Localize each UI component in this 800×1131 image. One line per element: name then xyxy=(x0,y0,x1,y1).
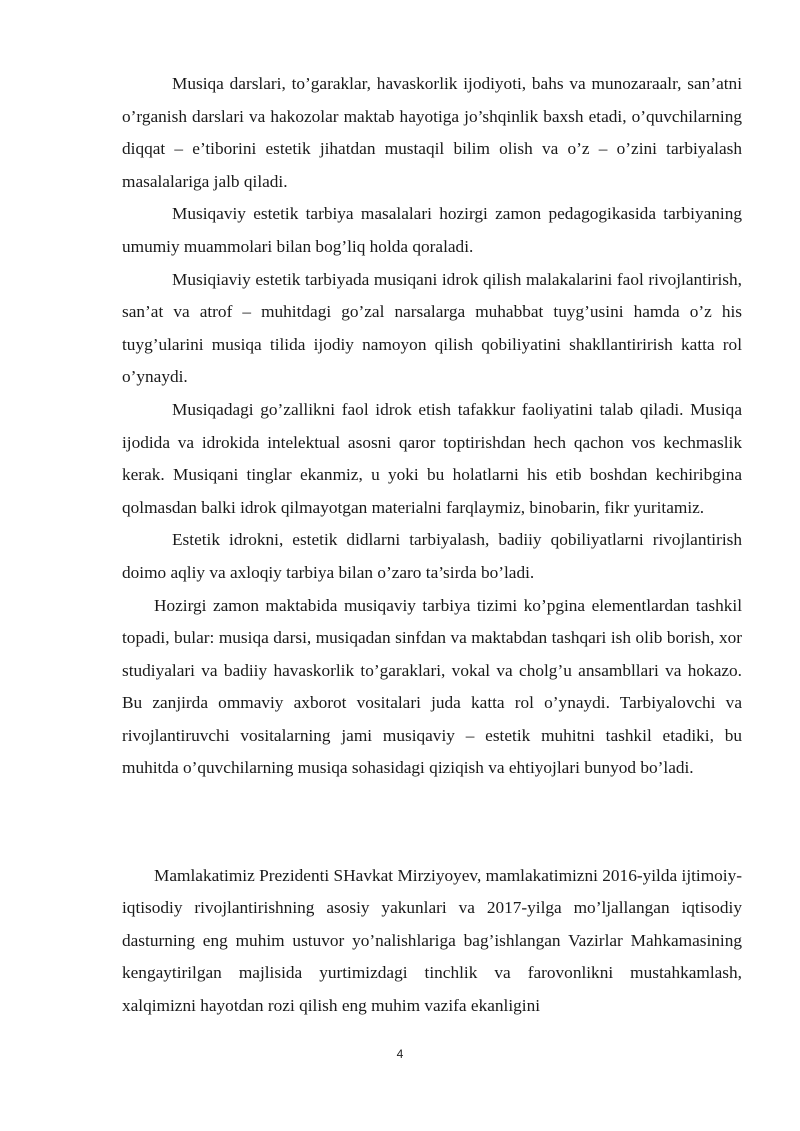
paragraph: Musiqa darslari, to’garaklar, havaskorlik ijodiyoti, bahs va munozaraalr, san’atni o’rganish darslari va hakozolar maktab hayotiga jo’shqinlik baxsh etadi, o’quvchilarning diqqat – e’tiborini estetik jihatdan mustaqil bilim olish va o’z – o’zini tarbiyalash masalalariga jalb qiladi. xyxy=(122,74,742,191)
paragraph: Musiqaviy estetik tarbiya masalalari hozirgi zamon pedagogikasida tarbiyaning umumiy muammolari bilan bog’liq holda qoraladi. xyxy=(122,204,742,256)
paragraph: Hozirgi zamon maktabida musiqaviy tarbiya tizimi ko’pgina elementlardan tashkil topadi, bular: musiqa darsi, musiqadan sinfdan va maktabdan tashqari ish olib borish, xor studiyalari va badiiy havaskorlik to’garaklari, vokal va cholg’u ansambllari va hokazo. Bu zanjirda ommaviy axborot vositalari juda katta rol o’ynaydi. Tarbiyalovchi va rivojlantiruvchi vositalarning jami musiqaviy – estetik muhitni tashkil etadiki, bu muhitda o’quvchilarning musiqa sohasidagi qiziqish va ehtiyojlari bunyod bo’ladi. xyxy=(122,595,742,778)
paragraph: Estetik idrokni, estetik didlarni tarbiyalash, badiiy qobiliyatlarni rivojlantirish doimo aqliy va axloqiy tarbiya bilan o’zaro ta’sirda bo’ladi. xyxy=(122,530,742,582)
body-text-bottom xyxy=(122,860,742,1022)
paragraph: Musiqadagi go’zallikni faol idrok etish tafakkur faoliyatini talab qiladi. Musiqa ijodida va idrokida intelektual asosni qaror toptirishdan hech qachon vos kechmaslik kerak. Musiqani tinglar ekanmiz, u yoki bu holatlarni his etib boshdan kechiribgina qolmasdan balki idrok qilmayotgan materialni farqlaymiz, binobarin, fikr yuritamiz. xyxy=(122,399,742,517)
page-number: 4 xyxy=(396,1047,404,1061)
paragraph: Mamlakatimiz Prezidenti SHavkat Mirziyoyev, mamlakatimizni 2016-yilda ijtimoiy-iqtisodiy rivojlantirishning asosiy yakunlari va 2017-yilga mo’ljallangan iqtisodiy dasturning eng muhim ustuvor yo’nalishlariga bag’ishlangan Vazirlar Mahkamasining kengaytirilgan majlisida yurtimizdagi tinchlik va farovonlikni mustahkamlash, xalqimizni hayotdan rozi qilish eng muhim vazifa ekanligini xyxy=(122,866,742,1015)
paragraph: Musiqiaviy estetik tarbiyada musiqani idrok qilish malakalarini faol rivojlantirish, san’at va atrof – muhitdagi go’zal narsalarga muhabbat tuyg’usini hamda o’z his tuyg’ularini musiqa tilida ijodiy namoyon qilish qobiliyatini shakllantirirish katta rol o’ynaydi. xyxy=(122,269,742,387)
body-text-top xyxy=(122,68,742,785)
